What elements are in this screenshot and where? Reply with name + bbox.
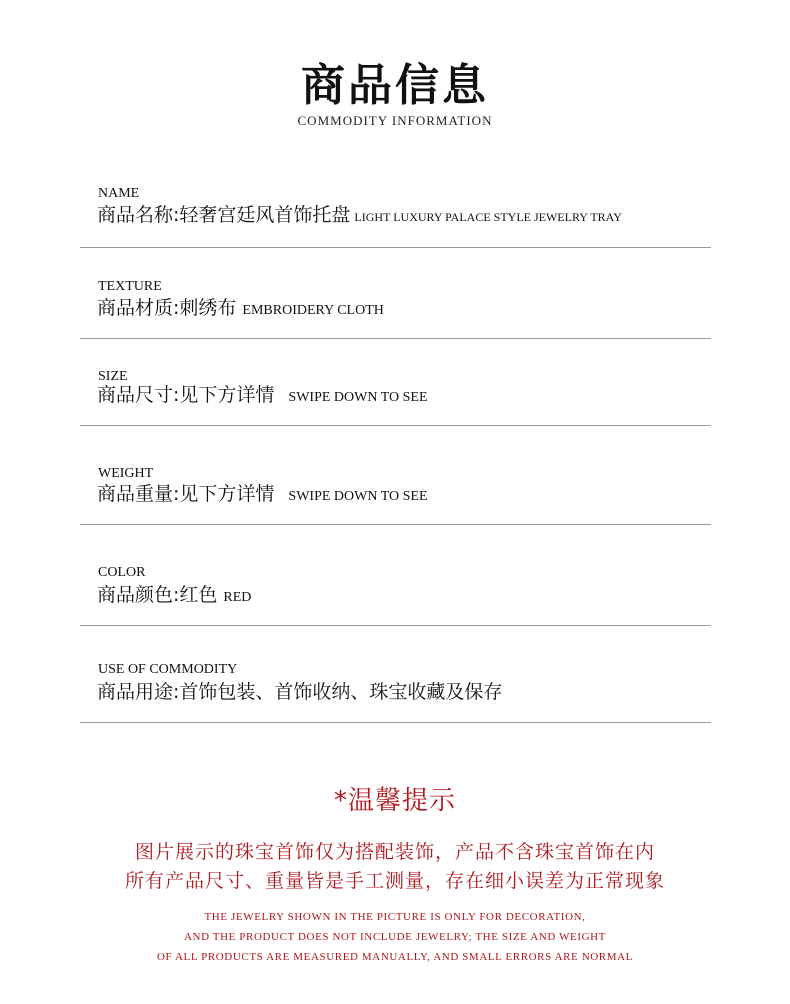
row-cn-value: 首饰包装、首饰收纳、珠宝收藏及保存	[179, 681, 503, 703]
info-row-size	[80, 339, 711, 426]
info-row-use	[80, 626, 711, 723]
row-en-value: SWIPE DOWN TO SEE	[288, 390, 428, 405]
row-en-label: COLOR	[98, 565, 146, 580]
tips-en-line: AND THE PRODUCT DOES NOT INCLUDE JEWELRY; THE SIZE AND WEIGHT	[183, 931, 606, 943]
row-en-value: LIGHT LUXURY PALACE STYLE JEWELRY TRAY	[354, 210, 622, 224]
row-en-label: WEIGHT	[98, 466, 154, 481]
info-row-texture	[80, 248, 711, 339]
tips-en-line: OF ALL PRODUCTS ARE MEASURED MANUALLY, AND SMALL ERRORS ARE NORMAL	[156, 951, 633, 963]
page-title: 商品信息	[301, 60, 489, 111]
row-cn-key: 商品用途:	[97, 681, 180, 703]
row-en-label: USE OF COMMODITY	[98, 662, 238, 677]
info-row-weight	[80, 426, 711, 525]
row-en-value: SWIPE DOWN TO SEE	[288, 489, 428, 504]
row-cn-value: 红色	[179, 584, 218, 606]
tips-cn-line: 所有产品尺寸、重量皆是手工测量，存在细小误差为正常现象	[124, 870, 665, 892]
tips-en-line: THE JEWELRY SHOWN IN THE PICTURE IS ONLY FOR DECORATION,	[204, 911, 586, 923]
row-en-value: RED	[223, 590, 252, 605]
row-cn-key: 商品尺寸:	[97, 384, 180, 406]
tips-title: *温馨提示	[333, 786, 456, 816]
row-cn-value: 见下方详情	[179, 384, 275, 406]
tips-cn-line: 图片展示的珠宝首饰仅为搭配装饰，产品不含珠宝首饰在内	[134, 841, 655, 863]
row-cn-value: 轻奢宫廷风首饰托盘	[179, 204, 351, 226]
row-cn-key: 商品材质:	[97, 297, 180, 319]
row-en-label: TEXTURE	[98, 279, 162, 294]
row-cn-value: 见下方详情	[179, 483, 275, 505]
page-subtitle: COMMODITY INFORMATION	[297, 113, 493, 128]
row-cn-value: 刺绣布	[179, 297, 237, 319]
info-row-name	[80, 172, 711, 248]
row-cn-key: 商品颜色:	[97, 584, 180, 606]
row-en-value: EMBROIDERY CLOTH	[242, 303, 384, 318]
info-row-color	[80, 525, 711, 626]
row-cn-key: 商品名称:	[97, 204, 180, 226]
row-cn-key: 商品重量:	[97, 483, 180, 505]
row-en-label: NAME	[98, 186, 140, 201]
row-en-label: SIZE	[98, 369, 128, 384]
